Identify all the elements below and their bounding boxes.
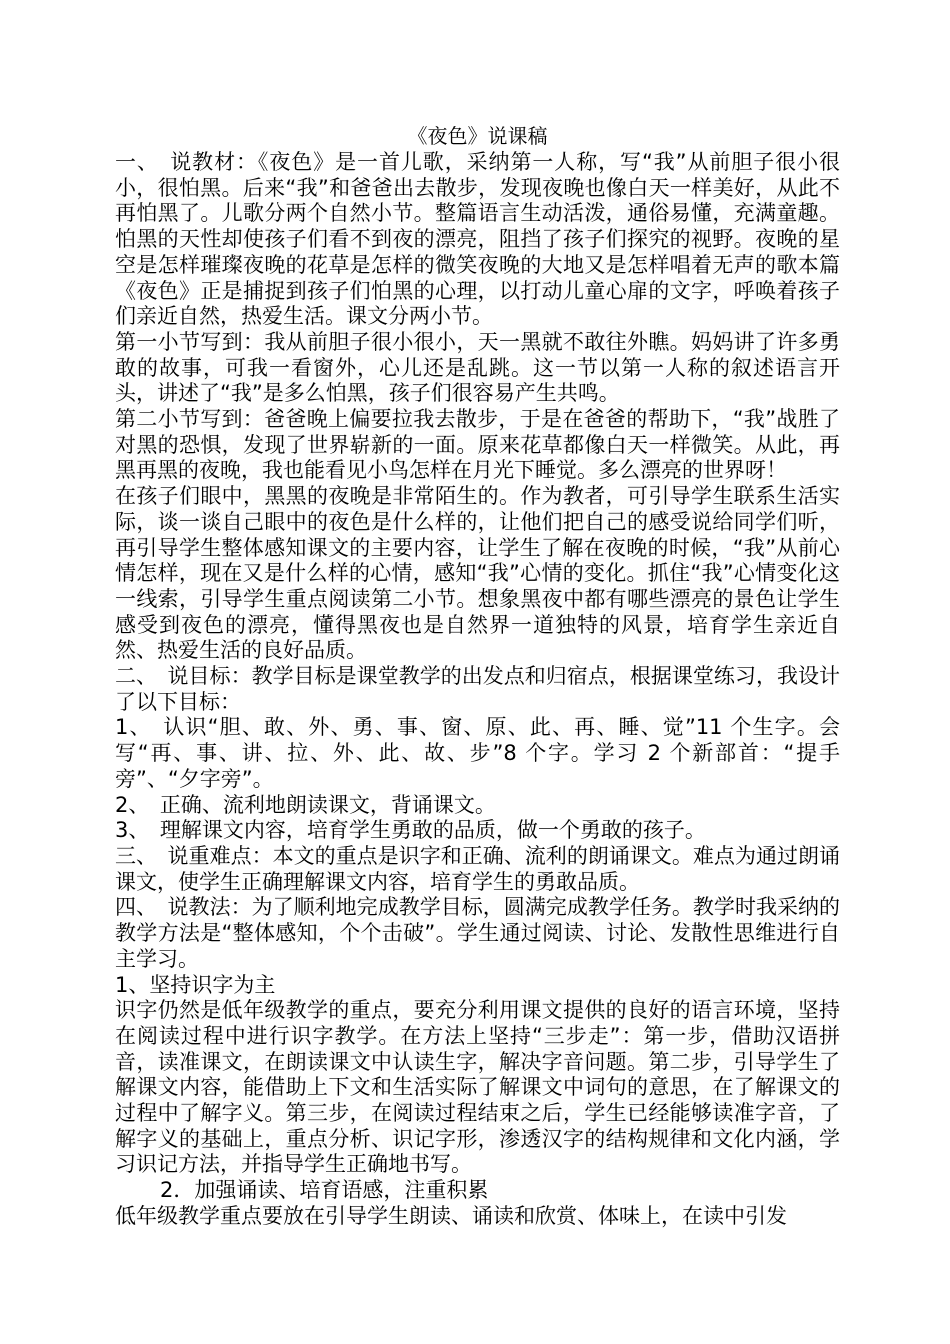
paragraph-teaching-method: 四、 说教法：为了顺利地完成教学目标，圆满完成教学任务。教学时我采纳的教学方法是“整体感知，个个击破”。学生通过阅读、讨论、发散性思维进行自主学习。	[115, 895, 840, 971]
document-page	[115, 122, 840, 1230]
list-item-objective-3: 3、 理解课文内容，培育学生勇敢的品质，做一个勇敢的孩子。	[115, 818, 706, 843]
paragraph-textbook: 一、 说教材：《夜色》是一首儿歌，采纳第一人称，写“我”从前胆子很小很小，很怕黑。后来“我”和爸爸出去散步，发现夜晚也像白天一样美好，从此不再怕黑了。儿歌分两个自然小节。整篇语言生动活泼，通俗易懂，充满童趣。怕黑的天性却使孩子们看不到夜的漂亮，阻挡了孩子们探究的视野。夜晚的星空是怎样璀璨夜晚的花草是怎样的微笑夜晚的大地又是怎样唱着无声的歌本篇《夜色》正是捕捉到孩子们怕黑的心理，以打动儿童心扉的文字，呼唤着孩子们亲近自然，热爱生活。课文分两小节。	[115, 150, 840, 329]
paragraph-guidance: 在孩子们眼中，黑黑的夜晚是非常陌生的。作为教者，可引导学生联系生活实际，谈一谈自己眼中的夜色是什么样的，让他们把自己的感受说给同学们听，再引导学生整体感知课文的主要内容，让学生了解在夜晚的时候，“我”从前心情怎样，现在又是什么样的心情，感知“我”心情的变化。抓住“我”心情变化这一线索，引导学生重点阅读第二小节。想象黑夜中都有哪些漂亮的景色让学生感受到夜色的漂亮，懂得黑夜也是自然界一道独特的风景，培育学生亲近自然、热爱生活的良好品质。	[115, 484, 840, 663]
list-item-objective-2: 2、 正确、流利地朗读课文，背诵课文。	[115, 792, 496, 817]
paragraph-section-two: 第二小节写到：爸爸晚上偏要拉我去散步，于是在爸爸的帮助下，“我”战胜了对黑的恐惧，发现了世界崭新的一面。原来花草都像白天一样微笑。从此，再黑再黑的夜晚，我也能看见小鸟怎样在月光下睡觉。多么漂亮的世界呀！	[115, 407, 840, 483]
paragraph-key-points: 三、 说重难点：本文的重点是识字和正确、流利的朗诵课文。难点为通过朗诵课文，使学生正确理解课文内容，培育学生的勇敢品质。	[115, 843, 840, 894]
subheading-literacy: 1、坚持识字为主	[115, 972, 276, 997]
subheading-recitation: 2．加强诵读、培育语感，注重积累	[160, 1178, 489, 1203]
paragraph-section-one: 第一小节写到：我从前胆子很小很小，天一黑就不敢往外瞧。妈妈讲了许多勇敢的故事，可我一看窗外，心儿还是乱跳。这一节以第一人称的叙述语言开头，讲述了“我”是多么怕黑，孩子们很容易产生共鸣。	[115, 329, 840, 406]
paragraph-objectives: 二、 说目标：教学目标是课堂教学的出发点和归宿点，根据课堂练习，我设计了以下目标：	[115, 664, 840, 714]
list-item-objective-1: 1、 认识“胆、敢、外、勇、事、窗、原、此、再、睡、觉”11 个生字。会写“再、事、讲、拉、外、此、故、步”8 个字。学习 2 个新部首：“提手旁”、“夕字旁”。	[115, 715, 840, 791]
document-title: 《夜色》说课稿	[407, 124, 548, 148]
paragraph-literacy: 识字仍然是低年级教学的重点，要充分利用课文提供的良好的语言环境，坚持在阅读过程中进行识字教学。在方法上坚持“三步走”：第一步，借助汉语拼音，读准课文，在朗读课文中认读生字，解决字音问题。第二步，引导学生了解课文内容，能借助上下文和生活实际了解课文中词句的意思，在了解课文的过程中了解字义。第三步，在阅读过程结束之后，学生已经能够读准字音，了解字义的基础上，重点分析、识记字形，渗透汉字的结构规律和文化内涵，学习识记方法，并指导学生正确地书写。	[115, 998, 840, 1177]
paragraph-recitation: 低年级教学重点要放在引导学生朗读、诵读和欣赏、体味上，在读中引发	[115, 1203, 787, 1228]
